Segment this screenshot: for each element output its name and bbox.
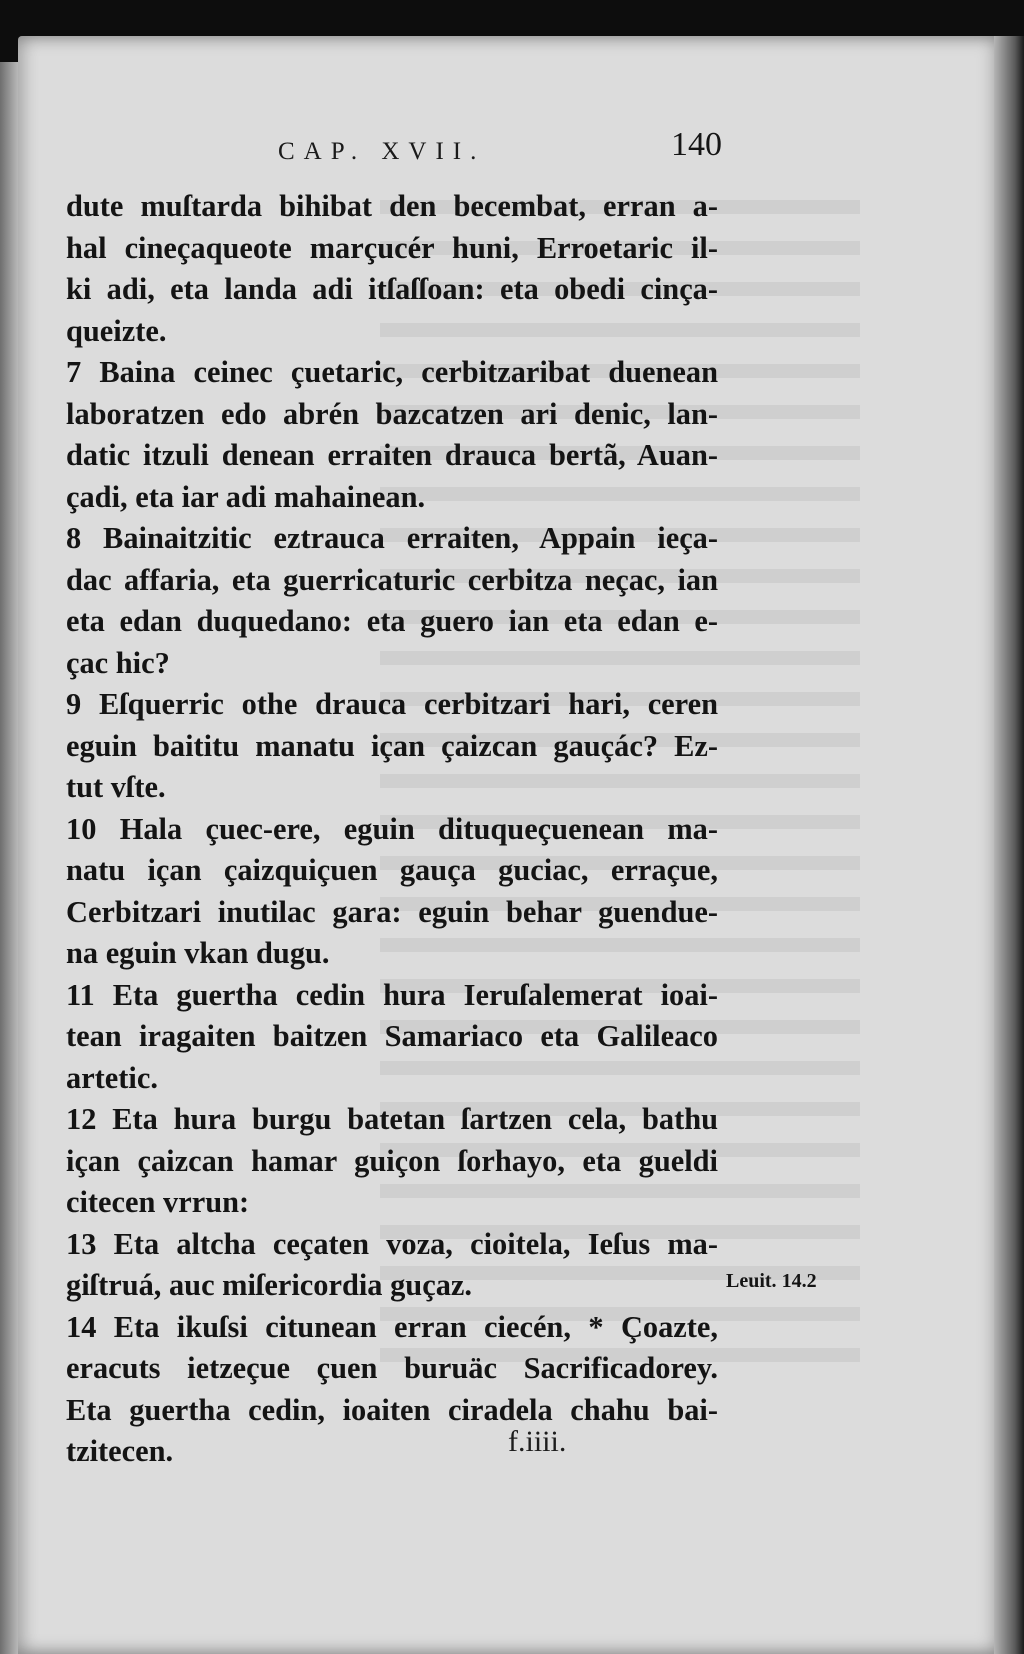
signature-mark: f.iiii. [508,1425,567,1458]
text-line: 12 Eta hura burgu batetan ſartzen cela, bathu [66,1102,718,1136]
text-line: Cerbitzari inutilac gara: eguin behar guendue- [66,894,718,929]
text-line: na eguin vkan dugu. [66,936,330,970]
page-number: 140 [671,126,722,163]
text-line: 14 Eta ikuſsi citunean erran ciecén, * Çoazte, [66,1309,718,1344]
text-line: çadi, eta iar adi mahainean. [66,479,426,514]
text-line: 8 Bainaitzitic eztrauca erraiten, Appain ieça- [66,521,718,555]
text-line: içan çaizcan hamar guiçon ſorhayo, eta gueldi [66,1143,718,1178]
text-line: çac hic? [66,645,170,680]
right-page-edge [994,36,1024,1654]
text-line: citecen vrrun: [66,1185,250,1219]
page-header [278,126,722,176]
margin-reference [726,1270,817,1293]
text-line: queizte. [66,313,167,348]
text-line: datic itzuli denean erraiten drauca bertã, Auan- [66,438,718,472]
text-line: ki adi, eta landa adi itſaſſoan: eta obedi cinça- [66,272,718,306]
text-line: eguin baititu manatu içan çaizcan gauçác? Ez- [66,728,718,763]
text-line: 7 Baina ceinec çuetaric, cerbitzaribat duenean [66,355,718,389]
text-line: 10 Hala çuec-ere, eguin dituqueçuenean ma- [66,811,718,846]
running-head: CAP. XVII. [278,138,486,165]
text-line: tzitecen. [66,1434,174,1468]
margin-reference-book: Leuit. [726,1270,777,1292]
text-line: artetic. [66,1060,158,1095]
text-line: Eta guertha cedin, ioaiten ciradela chahu bai- [66,1392,718,1427]
text-line: giſtruá, auc miſericordia guçaz. [66,1268,472,1302]
text-line: 9 Eſquerric othe drauca cerbitzari hari, ceren [66,687,718,721]
text-line: tean iragaiten baitzen Samariaco eta Galileaco [66,1019,718,1053]
text-line: 13 Eta altcha ceçaten voza, cioitela, Ieſus ma- [66,1226,718,1261]
text-line: eta edan duquedano: eta guero ian eta edan e- [66,604,718,638]
text-line: eracuts ietzeçue çuen buruäc Sacrificadorey. [66,1351,718,1385]
text-line: tut vſte. [66,770,166,804]
body-text [66,186,718,1473]
text-line: laboratzen edo abrén bazcatzen ari denic, lan- [66,396,718,431]
text-line: dac affaria, eta guerricaturic cerbitza neçac, ian [66,562,718,597]
text-line: dute muſtarda bihibat den becembat, erran a- [66,189,718,223]
text-line: 11 Eta guertha cedin hura Ieruſalemerat ioai- [66,977,718,1012]
margin-reference-chapter: 14.2 [781,1270,817,1292]
text-line: hal cineçaqueote marçucér huni, Erroetaric il- [66,230,718,265]
text-line: natu içan çaizquiçuen gauça guciac, erraçue, [66,853,718,887]
